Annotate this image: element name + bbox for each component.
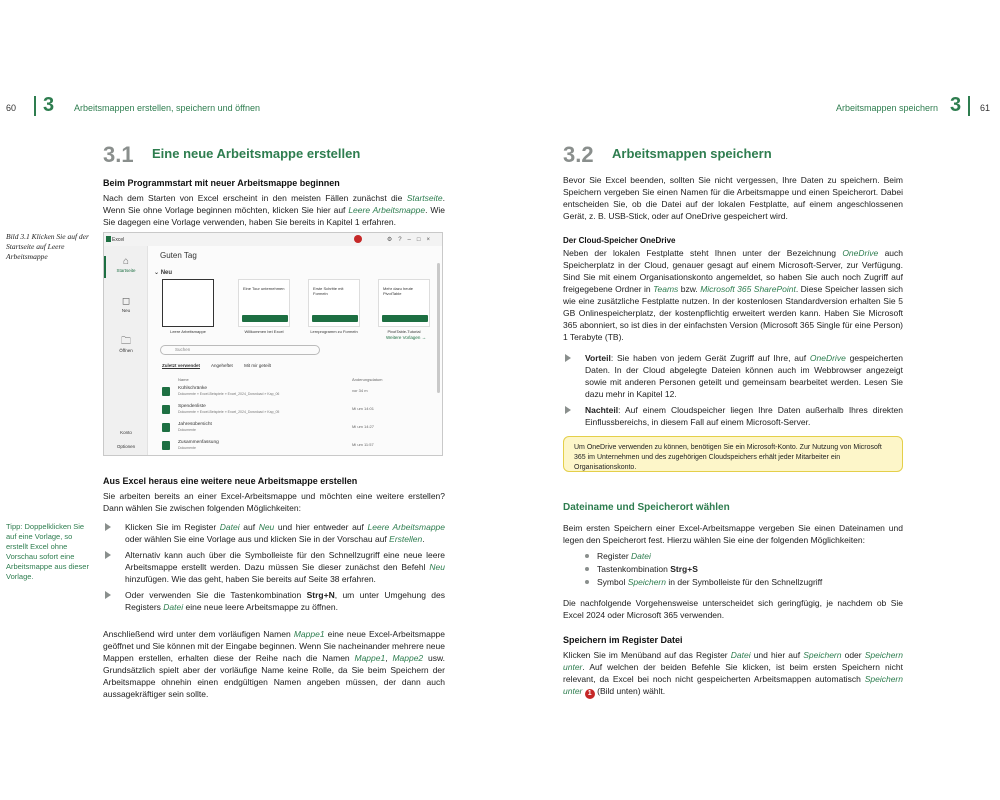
column-header-name: Name: [178, 377, 189, 382]
file-row: Jahresübersicht Dokumente Mi um 14:27: [162, 421, 434, 435]
paragraph-new-from-excel: Sie arbeiten bereits an einer Excel-Arbeitsmappe und möchten eine weitere erstellen? Dann wählen Sie zwischen folgenden Möglichkeiten:: [103, 491, 445, 513]
new-workbook-options: [103, 521, 445, 617]
list-item: Alternativ kann auch über die Symbolleiste für den Schnellzugriff eine neue leere Arbeitsmappe erstellt werden. Dazu müssen Sie dieser zunächst den Befehl Neu hinzufügen. Wie das geht, haben Sie bereits auf Seite 38 erfahren.: [103, 549, 445, 585]
left-page-number: 60: [6, 103, 17, 113]
section-number-3-2: 3.2: [563, 142, 594, 167]
sidebar-item-new: ◻ Neu: [104, 296, 148, 313]
list-item: Symbol Speichern in der Symbolleiste für den Schnellzugriff: [563, 576, 903, 589]
right-chapter-number: 3: [950, 94, 962, 116]
triangle-bullet-icon: [105, 551, 111, 559]
list-item: Tastenkombination Strg+S: [563, 563, 903, 576]
subheading-filename: Dateiname und Speicherort wählen: [563, 502, 730, 513]
excel-file-icon: [162, 405, 170, 414]
file-row: Zusammenfassung Dokumente Mi um 11:57: [162, 439, 434, 453]
excel-file-icon: [162, 423, 170, 432]
tab-shared: Mit mir geteilt: [244, 363, 271, 368]
excel-logo-icon: [106, 236, 111, 242]
triangle-bullet-icon: [105, 523, 111, 531]
list-item: Register Datei: [563, 550, 903, 563]
sidebar-item-open: 🗀 Öffnen: [104, 336, 148, 353]
paragraph-save-intro: Bevor Sie Excel beenden, sollten Sie nicht vergessen, Ihre Daten zu speichern. Beim Speichern vergeben Sie einen Namen für die Arbeitsmappe und einen Speicherort. Dabei entscheiden Sie, ob die Datei auf der lokalen Festplatte, auf einem angeschlossenen Gerät, z. B. USB-Stick, oder auf OneDrive gespeichert wird.: [563, 175, 903, 221]
bullet-dot-icon: [585, 554, 589, 558]
excel-file-icon: [162, 441, 170, 450]
subheading-program-start: Beim Programmstart mit neuer Arbeitsmappe beginnen: [103, 178, 340, 188]
scrollbar: [437, 263, 440, 393]
sidebar-item-account: Konto: [120, 430, 132, 435]
left-running-title: Arbeitsmappen erstellen, speichern und öffnen: [74, 103, 260, 113]
new-section-label: ⌄ Neu: [154, 270, 173, 276]
paragraph-closing: Anschließend wird unter dem vorläufigen Namen Mappe1 eine neue Excel-Arbeitsmappe geöffnet und Sie können mit der Eingabe beginnen. Wenn Sie nacheinander mehrere neue Mappen erstellen, erhalten diese der Reihe nach die Namen Mappe1, Mappe2 usw. Grundsätzlich spielt aber der vorläufige Name keine Rolle, da Sie beim Speichern der Arbeitsmappe ohnehin einen endgültigen Namen angeben müssen, der dann auch aussagekräftiger sein sollte.: [103, 629, 446, 699]
margin-tip: Tipp: Doppelklicken Sie auf eine Vorlage, so erstellt Excel ohne Vorschau sofort eine Arbeitsmappe aus dieser Vorlage.: [6, 522, 89, 581]
window-controls: ⚙?–□×: [386, 237, 436, 243]
excel-file-icon: [162, 387, 170, 396]
triangle-bullet-icon: [565, 406, 571, 414]
template-pivottable: Mehr dazu heute PivotTable: [378, 279, 430, 327]
right-header-divider: [968, 96, 970, 116]
subheading-new-from-excel: Aus Excel heraus eine weitere neue Arbeitsmappe erstellen: [103, 476, 358, 486]
list-item: Vorteil: Sie haben von jedem Gerät Zugriff auf Ihre, auf OneDrive gespeicherten Daten. In der Cloud abgelegte Dateien können auch im Webbrowser angezeigt sowie mit anderen Personen geteilt und gemeinsam bearbeitet werden. Lesen Sie dazu mehr in Kapitel 12.: [563, 352, 903, 400]
tab-pinned: Angeheftet: [211, 363, 233, 368]
paragraph-filename: Beim ersten Speichern einer Excel-Arbeitsmappe vergeben Sie einen Dateinamen und legen den Speicherort fest. Hierzu wählen Sie eine der folgenden Möglichkeiten:: [563, 523, 903, 545]
home-icon: ⌂: [122, 256, 130, 267]
list-item: Klicken Sie im Register Datei auf Neu und hier entweder auf Leere Arbeitsmappe oder wählen Sie eine Vorlage aus und klicken Sie in der Vorschau auf Erstellen.: [103, 521, 445, 545]
left-header-divider: [34, 96, 36, 116]
sidebar-item-home: ⌂ Startseite: [104, 256, 148, 273]
section-number-3-1: 3.1: [103, 142, 134, 167]
list-item: Oder verwenden Sie die Tastenkombination Strg+N, um unter Umgehung des Registers Datei eine neue leere Arbeitsmappe zu öffnen.: [103, 589, 445, 613]
list-item: Nachteil: Auf einem Cloudspeicher liegen Ihre Daten außerhalb Ihres direkten Einflussbereichs, in diesem Fall auf einem Microsoft-Server.: [563, 404, 903, 428]
bullet-dot-icon: [585, 567, 589, 571]
bullet-dot-icon: [585, 580, 589, 584]
new-file-icon: ◻: [121, 296, 131, 307]
file-row: Kühlschränke Dokumente » Excel-Beispiele » Excel_2024_Download » Kap_06 vor 34 m: [162, 385, 434, 399]
template-formulas: Erste Schritte mit Formeln: [308, 279, 360, 327]
template-label-formulas: Lernprogramm zu Formeln: [310, 329, 358, 334]
paragraph-version-note: Die nachfolgende Vorgehensweise unterscheidet sich geringfügig, je nachdem ob Sie Excel 2024 oder Microsoft 365 verwenden.: [563, 598, 903, 620]
left-chapter-number: 3: [43, 94, 55, 116]
sidebar-item-options: Optionen: [116, 444, 136, 449]
template-blank-workbook: [162, 279, 214, 327]
triangle-bullet-icon: [565, 354, 571, 362]
figure-caption: Bild 3.1 Klicken Sie auf der Startseite auf Leere Arbeitsmappe: [6, 232, 89, 261]
excel-start-screenshot: [103, 232, 443, 456]
greeting: Guten Tag: [160, 251, 197, 260]
avatar: [354, 235, 362, 243]
right-running-title: Arbeitsmappen speichern: [836, 103, 939, 113]
search-field: Suchen: [160, 345, 320, 355]
template-label-blank: Leere Arbeitsmappe: [170, 329, 206, 334]
excel-app-name: Excel: [112, 237, 125, 243]
file-tabs: [162, 363, 281, 368]
folder-icon: 🗀: [121, 336, 131, 347]
right-page-number: 61: [980, 103, 991, 113]
save-options-list: [563, 550, 903, 589]
more-templates-link: Weitere Vorlagen →: [386, 335, 427, 340]
subheading-register-datei: Speichern im Register Datei: [563, 635, 683, 645]
section-title-3-2: Arbeitsmappen speichern: [612, 146, 772, 161]
excel-sidebar: [104, 246, 148, 456]
paragraph-program-start: Nach dem Starten von Excel erscheint in den meisten Fällen zunächst die Startseite. Wenn Sie ohne Vorlage beginnen möchten, klicken Sie hier auf Leere Arbeitsmappe. Wie Sie dagegen eine Vorlage verwenden, haben Sie bereits in Kapitel 1 erfahren.: [103, 193, 445, 227]
template-tour: Eine Tour unternehmen: [238, 279, 290, 327]
file-row: Spendenliste Dokumente » Excel-Beispiele » Excel_2024_Download » Kap_05 Mi um 14:01: [162, 403, 434, 417]
triangle-bullet-icon: [105, 591, 111, 599]
tab-recent: Zuletzt verwendet: [162, 363, 201, 368]
onedrive-pros-cons: [563, 352, 903, 432]
subheading-onedrive: Der Cloud-Speicher OneDrive: [563, 236, 676, 245]
callout-marker: 1: [585, 689, 595, 699]
paragraph-onedrive: Neben der lokalen Festplatte steht Ihnen unter der Bezeichnung OneDrive auch Speicherplatz in der Cloud, genauer gesagt auf einem Microsoft-Server, zur Verfügung. Sind Sie mit einem Organisationskonto angemeldet, so haben Sie auch noch Zugriff auf freigegebene Ordner in Teams bzw. Microsoft 365 SharePoint. Diese Speicher lassen sich wie eine zusätzliche Festplatte nutzen. In der kostenlosen Standardversion erhalten Sie 5 GB Onlinespeicherplatz, der kostenpflichtig erweitert werden kann. Haben Sie Microsoft 365 abonniert, so ist dies in der einfachsten Version (Microsoft 365 Single für eine Person) 1 Terabyte (TB).: [563, 248, 904, 342]
paragraph-register-datei: Klicken Sie im Menüband auf das Register Datei und hier auf Speichern oder Speichern unter. Auf welchen der beiden Befehle Sie klicken, ist beim ersten Speichern nicht relevant, da Excel bei noch nicht gespeicherten Arbeitsmappen automatisch Speichern unter 1 (Bild unten) wählt.: [563, 650, 903, 697]
section-title-3-1: Eine neue Arbeitsmappe erstellen: [152, 146, 361, 161]
template-label-tour: Willkommen bei Excel: [244, 329, 284, 334]
column-header-date: Änderungsdatum: [352, 377, 383, 382]
template-label-pivot: PivotTable-Tutorial: [387, 329, 421, 334]
info-note: Um OneDrive verwenden zu können, benötigen Sie ein Microsoft-Konto. Zur Nutzung von Microsoft 365 im Unternehmen und des zugehörigen Cloudspeichers erhält jeder Mitarbeiter ein Organisationskonto.: [563, 436, 903, 472]
